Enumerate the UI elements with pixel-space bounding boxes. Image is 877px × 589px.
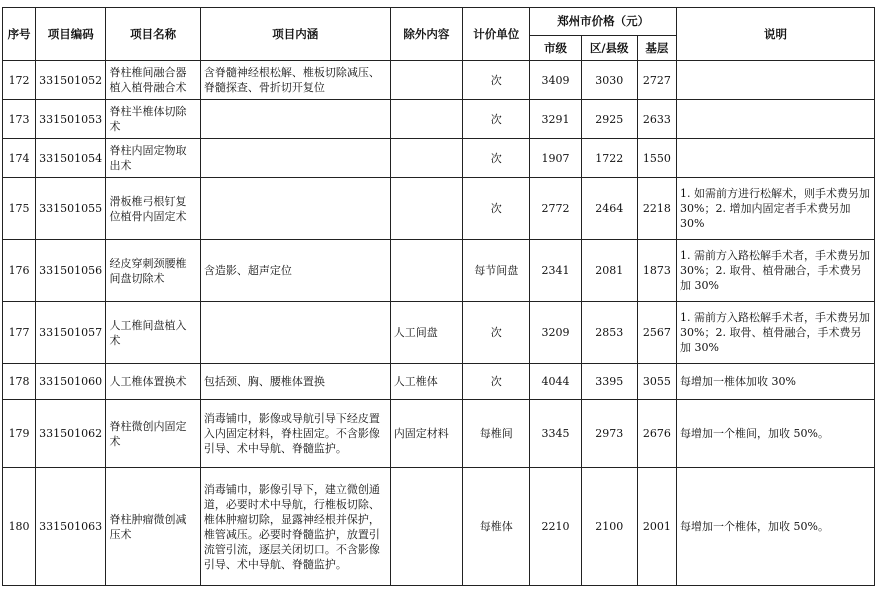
cell-seq: 175 [3, 178, 36, 240]
cell-name: 人工椎间盘植入术 [106, 302, 200, 364]
cell-content: 含造影、超声定位 [200, 240, 390, 302]
cell-seq: 172 [3, 61, 36, 100]
table-row [3, 468, 875, 586]
header-unit: 计价单位 [463, 8, 530, 61]
header-code: 项目编码 [36, 8, 106, 61]
cell-county: 3395 [581, 364, 637, 400]
cell-county: 2973 [581, 400, 637, 468]
header-name: 项目名称 [106, 8, 200, 61]
header-excluded: 除外内容 [390, 8, 462, 61]
cell-code: 331501055 [36, 178, 106, 240]
cell-excluded [390, 61, 462, 100]
cell-name: 脊柱微创内固定术 [106, 400, 200, 468]
cell-seq: 178 [3, 364, 36, 400]
cell-city: 3345 [530, 400, 581, 468]
cell-name: 脊柱内固定物取出术 [106, 139, 200, 178]
cell-unit: 每椎间 [463, 400, 530, 468]
cell-city: 2210 [530, 468, 581, 586]
cell-excluded: 人工椎体 [390, 364, 462, 400]
cell-city: 1907 [530, 139, 581, 178]
cell-name: 脊柱半椎体切除术 [106, 100, 200, 139]
cell-basic: 3055 [637, 364, 676, 400]
cell-basic: 1550 [637, 139, 676, 178]
cell-seq: 174 [3, 139, 36, 178]
price-table [2, 7, 875, 586]
cell-code: 331501063 [36, 468, 106, 586]
cell-excluded [390, 100, 462, 139]
cell-county: 2100 [581, 468, 637, 586]
cell-unit: 每节间盘 [463, 240, 530, 302]
cell-content: 包括颈、胸、腰椎体置换 [200, 364, 390, 400]
cell-basic: 2001 [637, 468, 676, 586]
cell-name: 脊柱椎间融合器植入植骨融合术 [106, 61, 200, 100]
cell-unit: 次 [463, 364, 530, 400]
cell-unit: 次 [463, 100, 530, 139]
cell-city: 2772 [530, 178, 581, 240]
header-county: 区/县级 [581, 36, 637, 61]
cell-excluded: 内固定材料 [390, 400, 462, 468]
header-price-group: 郑州市价格（元） [530, 8, 677, 36]
cell-excluded [390, 139, 462, 178]
header-city: 市级 [530, 36, 581, 61]
cell-note: 1. 需前方入路松解手术者，手术费另加 30%；2. 取骨、植骨融合，手术费另加 30% [677, 240, 875, 302]
header-seq: 序号 [3, 8, 36, 61]
cell-city: 3291 [530, 100, 581, 139]
cell-note [677, 139, 875, 178]
cell-city: 4044 [530, 364, 581, 400]
table-row [3, 178, 875, 240]
cell-note [677, 100, 875, 139]
cell-content [200, 178, 390, 240]
cell-excluded [390, 240, 462, 302]
cell-basic: 2218 [637, 178, 676, 240]
cell-code: 331501057 [36, 302, 106, 364]
cell-unit: 次 [463, 302, 530, 364]
cell-content: 消毒铺巾，影像或导航引导下经皮置入内固定材料，脊柱固定。不含影像引导、术中导航、脊髓监护。 [200, 400, 390, 468]
cell-code: 331501052 [36, 61, 106, 100]
cell-unit: 次 [463, 178, 530, 240]
cell-seq: 180 [3, 468, 36, 586]
cell-code: 331501056 [36, 240, 106, 302]
cell-note: 1. 需前方入路松解手术者，手术费另加 30%；2. 取骨、植骨融合，手术费另加 30% [677, 302, 875, 364]
cell-name: 脊柱肿瘤微创减压术 [106, 468, 200, 586]
cell-unit: 每椎体 [463, 468, 530, 586]
cell-basic: 2567 [637, 302, 676, 364]
table-row [3, 100, 875, 139]
cell-county: 2464 [581, 178, 637, 240]
cell-note [677, 61, 875, 100]
cell-note: 每增加一椎体加收 30% [677, 364, 875, 400]
cell-unit: 次 [463, 139, 530, 178]
cell-county: 2853 [581, 302, 637, 364]
cell-city: 2341 [530, 240, 581, 302]
cell-seq: 176 [3, 240, 36, 302]
cell-code: 331501062 [36, 400, 106, 468]
cell-seq: 179 [3, 400, 36, 468]
table-row [3, 302, 875, 364]
cell-code: 331501054 [36, 139, 106, 178]
cell-code: 331501060 [36, 364, 106, 400]
table-row [3, 240, 875, 302]
cell-content [200, 302, 390, 364]
table-row [3, 400, 875, 468]
cell-excluded [390, 178, 462, 240]
table-row [3, 61, 875, 100]
cell-county: 2081 [581, 240, 637, 302]
cell-note: 每增加一个椎体，加收 50%。 [677, 468, 875, 586]
cell-name: 滑板椎弓根钉复位植骨内固定术 [106, 178, 200, 240]
cell-city: 3409 [530, 61, 581, 100]
cell-city: 3209 [530, 302, 581, 364]
cell-seq: 173 [3, 100, 36, 139]
cell-basic: 2633 [637, 100, 676, 139]
cell-content: 含脊髓神经根松解、椎板切除减压、脊髓探查、骨折切开复位 [200, 61, 390, 100]
cell-content [200, 139, 390, 178]
table-row [3, 139, 875, 178]
cell-name: 经皮穿刺颈腰椎间盘切除术 [106, 240, 200, 302]
header-content: 项目内涵 [200, 8, 390, 61]
cell-basic: 2676 [637, 400, 676, 468]
table-row [3, 364, 875, 400]
cell-basic: 1873 [637, 240, 676, 302]
cell-county: 2925 [581, 100, 637, 139]
header-basic: 基层 [637, 36, 676, 61]
cell-unit: 次 [463, 61, 530, 100]
cell-county: 1722 [581, 139, 637, 178]
cell-note: 每增加一个椎间，加收 50%。 [677, 400, 875, 468]
cell-note: 1. 如需前方进行松解术，则手术费另加 30%；2. 增加内固定者手术费另加 30% [677, 178, 875, 240]
cell-excluded: 人工间盘 [390, 302, 462, 364]
cell-excluded [390, 468, 462, 586]
cell-content [200, 100, 390, 139]
cell-seq: 177 [3, 302, 36, 364]
cell-content: 消毒铺巾，影像引导下，建立微创通道，必要时术中导航，行椎板切除、椎体肿瘤切除，显露神经根并保护，椎管减压。必要时脊髓监护，放置引流管引流，逐层关闭切口。不含影像引导、术中导航、脊髓监护。 [200, 468, 390, 586]
cell-basic: 2727 [637, 61, 676, 100]
cell-county: 3030 [581, 61, 637, 100]
cell-name: 人工椎体置换术 [106, 364, 200, 400]
header-note: 说明 [677, 8, 875, 61]
cell-code: 331501053 [36, 100, 106, 139]
